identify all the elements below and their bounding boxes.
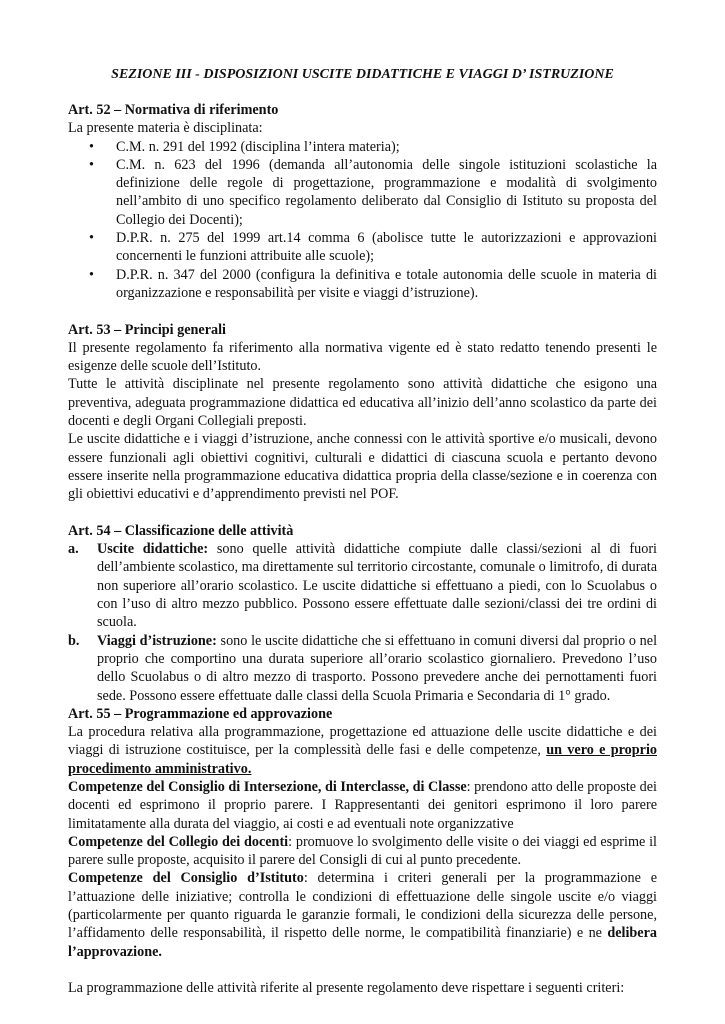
art53-paragraph: Tutte le attività disciplinate nel presente regolamento sono attività didattiche che esigono una preventiva, adeguata programmazione didattica ed educativa all’inizio dell’anno scolastico da parte dei docenti e degli Organi Collegiali preposti. — [68, 376, 657, 430]
art54-heading: Art. 54 – Classificazione delle attività — [68, 522, 294, 539]
art55-intro — [68, 723, 657, 778]
intro-emphasis: un vero e proprio procedimento amministrativo. — [68, 742, 657, 777]
competence-label: Competenze del Collegio dei docenti — [68, 833, 289, 850]
intro-text: La procedura relativa alla programmazione, progettazione ed attuazione delle uscite didattiche e dei viaggi di istruzione costituisce, per la complessità delle fasi e delle competenze, — [68, 724, 657, 759]
competence-text: : prendono atto delle proposte dei docenti ed esprimono il proprio parere. I Rappresentanti dei genitori esprimono il loro parere limitatamente alla durata del viaggio, ai costi e ad eventuali note organizzative — [68, 778, 657, 832]
item-label: Viaggi d’istruzione: — [97, 632, 217, 649]
competence-text: : determina i criteri generali per la programmazione e l’attuazione delle iniziative; controlla le condizioni di effettuazione delle singole uscite e/o viaggi (particolarmente per quanto riguarda le garanzie formali, le condizioni della sicurezza delle persone, l’affidamento delle responsabilità, il rispetto delle norme, le compatibilità finanziarie) e ne — [68, 870, 657, 942]
art52-heading: Art. 52 – Normativa di riferimento — [68, 102, 279, 118]
art52-reference-list — [68, 138, 657, 303]
item-letter: a. — [68, 541, 79, 558]
art55-collegio — [68, 833, 657, 870]
competence-emphasis: delibera l’approvazione. — [68, 925, 657, 960]
paragraph-gap — [68, 302, 657, 320]
item-letter: b. — [68, 632, 80, 649]
art54-item-b — [68, 632, 657, 705]
art55-interclasse — [68, 778, 657, 833]
competence-label: Competenze del Consiglio di Intersezione, di Interclasse, di Classe — [68, 778, 467, 795]
competence-text: : promuove lo svolgimento delle visite o dei viaggi ed esprime il parere sulle proposte, acquisito il parere del Consigli di cui al punto precedente. — [68, 833, 657, 869]
art53-paragraph: Il presente regolamento fa riferimento alla normativa vigente ed è stato redatto tenendo presenti le esigenze delle scuole dell’Istituto. — [68, 339, 657, 375]
competence-label: Competenze del Consiglio d’Istituto — [68, 870, 304, 887]
item-label: Uscite didattiche: — [97, 541, 209, 558]
section-title: SEZIONE III - DISPOSIZIONI USCITE DIDATTICHE E VIAGGI D’ ISTRUZIONE — [111, 67, 614, 82]
art52-reference-item: • D.P.R. n. 347 del 2000 (configura la definitiva e totale autonomia delle scuole in materia di organizzazione e responsabilità per visite e viaggi d’istruzione). — [116, 266, 657, 303]
paragraph-gap — [68, 961, 657, 979]
paragraph-gap — [68, 504, 657, 522]
item-text: sono le uscite didattiche che si effettuano in comuni diversi dal proprio o nel proprio che comportino una durata superiore all’orario scolastico giornaliero. Prevedono l’uso dello Scuolabus o di altro mezzo di trasporto. Possono prevedere anche dei pernottamenti fuori sede. Possono essere effettuate dalle classi della Scuola Primaria e Secondaria di 1° grado. — [97, 632, 658, 704]
art53-heading: Art. 53 – Principi generali — [68, 321, 227, 338]
art55-closing: La programmazione delle attività riferite al presente regolamento deve rispettare i seguenti criteri: — [68, 980, 625, 997]
art52-reference-item: • C.M. n. 623 del 1996 (demanda all’autonomia delle singole istituzioni scolastiche la definizione delle regole di progettazione, programmazione e modalità di svolgimento nell’ambito di uno specifico regolamento deliberato dal Consiglio di Istituto su proposta del Collegio dei Docenti); — [116, 156, 657, 229]
art53-paragraph: Le uscite didattiche e i viaggi d’istruzione, anche connessi con le attività sportive e/o musicali, devono essere funzionali agli obiettivi cognitivi, culturali e didattici di ciascuna scuola e pertanto devono essere inserite nella programmazione educativa didattica propria della classe/sezione e in coerenza con gli obiettivi educativi e d’apprendimento previsti nel POF. — [68, 431, 657, 503]
art54-item-a — [68, 540, 657, 631]
item-text: sono quelle attività didattiche compiute dalle classi/sezioni al di fuori dell’ambiente scolastico, ma direttamente sul territorio circostante, comunale o limitrofo, di durata non superiore all’orario scolastico. Le uscite didattiche si effettuano a piedi, con lo Scuolabus o con l’uso di altro mezzo pubblico. Possono essere effettuate dalle sezioni/classi dei tre ordini di scuola. — [97, 541, 658, 631]
art52-reference-item: • D.P.R. n. 275 del 1999 art.14 comma 6 (abolisce tutte le autorizzazioni e approvazioni concernenti le funzioni attribuite alle scuole); — [116, 229, 657, 266]
art55-heading: Art. 55 – Programmazione ed approvazione — [68, 705, 333, 722]
art55-istituto — [68, 869, 657, 960]
art52-intro: La presente materia è disciplinata: — [68, 120, 263, 137]
art52-reference-item: • C.M. n. 291 del 1992 (disciplina l’intera materia); — [116, 138, 657, 156]
